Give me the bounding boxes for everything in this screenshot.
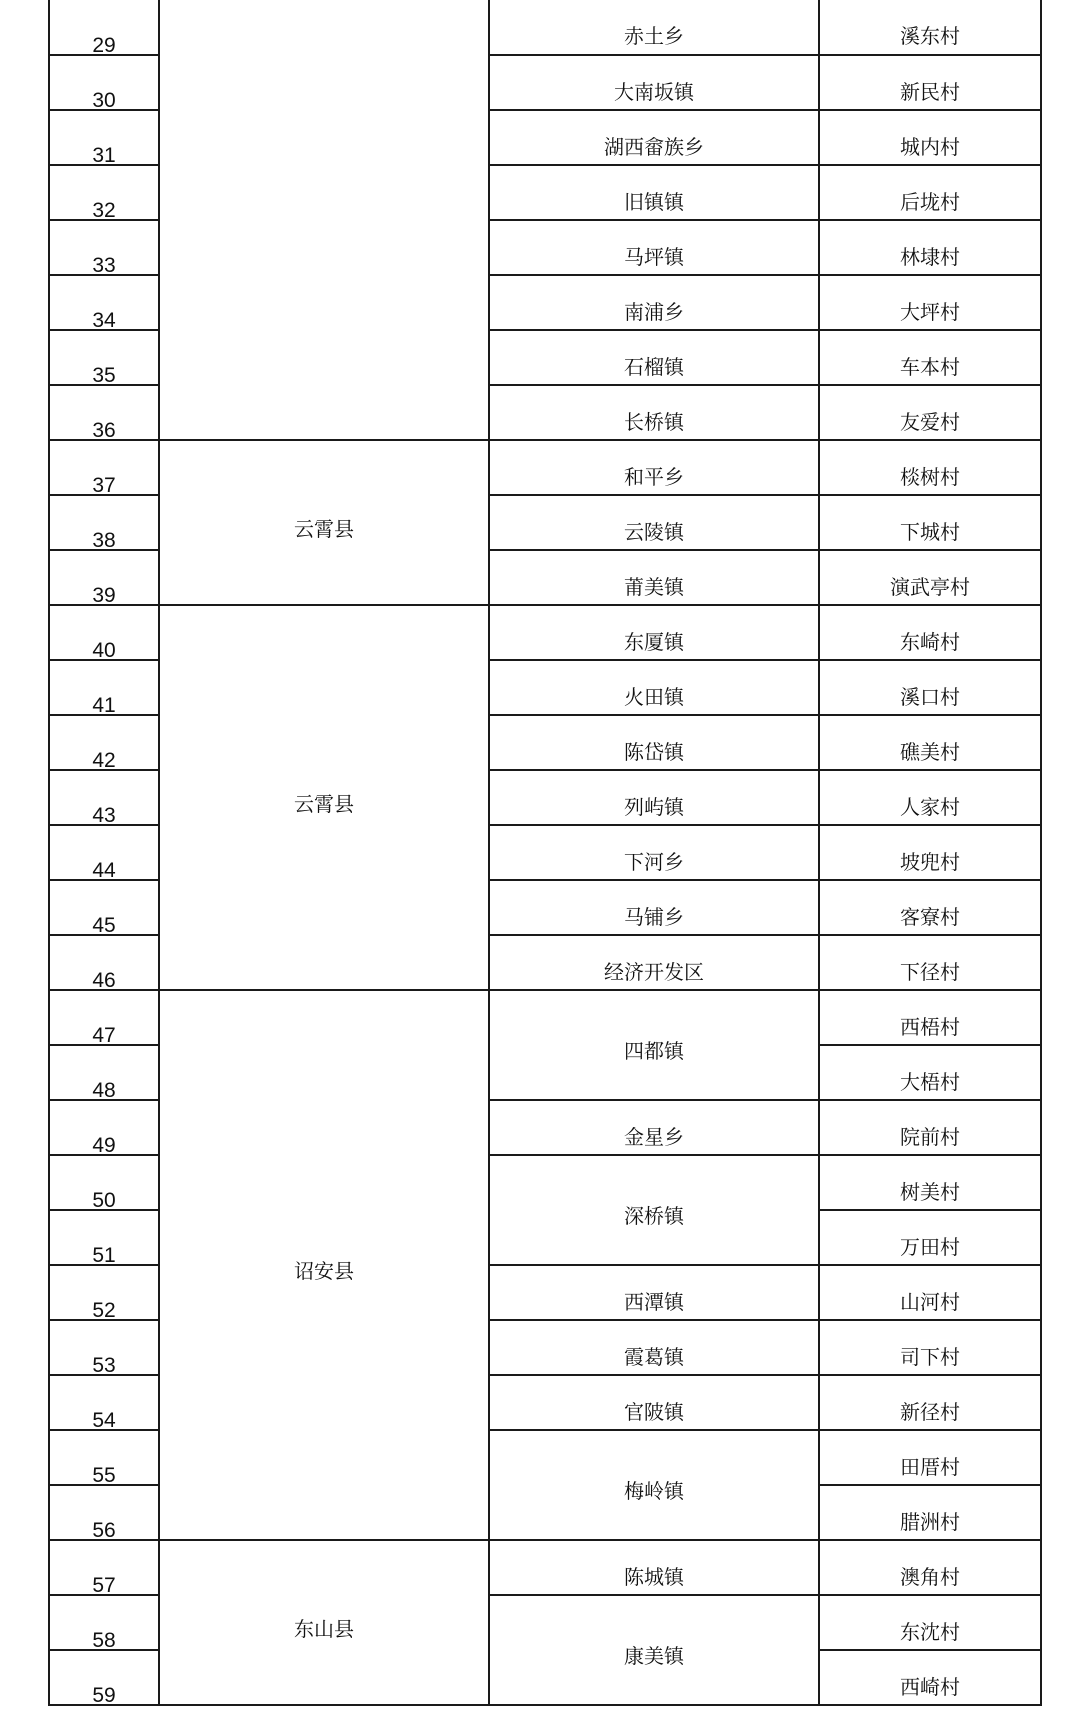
town-cell [489, 495, 819, 550]
town-cell [489, 935, 819, 990]
village-name: 客寮村 [900, 904, 960, 929]
village-name: 大梧村 [900, 1069, 960, 1094]
row-number: 48 [92, 1079, 116, 1100]
row-number: 44 [92, 859, 116, 880]
town-cell [489, 1375, 819, 1430]
row-number: 38 [92, 529, 116, 550]
table-row [49, 440, 1041, 495]
village-name: 司下村 [900, 1344, 960, 1369]
village-cell [819, 1100, 1041, 1155]
village-cell [819, 880, 1041, 935]
row-number-cell [49, 770, 159, 825]
row-number-cell [49, 55, 159, 110]
row-number: 56 [92, 1519, 116, 1540]
town-cell [489, 880, 819, 935]
village-name: 下径村 [900, 959, 960, 984]
town-name: 东厦镇 [624, 629, 684, 654]
village-name: 树美村 [900, 1179, 960, 1204]
roster-table-wrapper [48, 0, 1040, 1706]
row-number-cell [49, 1265, 159, 1320]
table-row [49, 0, 1041, 55]
row-number: 51 [92, 1244, 116, 1265]
town-cell [489, 605, 819, 660]
village-name: 溪口村 [900, 684, 960, 709]
village-name: 澳角村 [900, 1564, 960, 1589]
row-number-cell [49, 330, 159, 385]
town-cell [489, 1100, 819, 1155]
village-cell [819, 165, 1041, 220]
town-cell [489, 990, 819, 1100]
village-name: 新民村 [900, 79, 960, 104]
village-name: 腊洲村 [900, 1509, 960, 1534]
village-cell [819, 605, 1041, 660]
town-cell [489, 1155, 819, 1265]
village-name: 棪树村 [900, 464, 960, 489]
village-name: 山河村 [900, 1289, 960, 1314]
village-name: 坡兜村 [900, 849, 960, 874]
village-cell [819, 55, 1041, 110]
county-cell [159, 1540, 489, 1705]
town-cell [489, 330, 819, 385]
row-number-cell [49, 1485, 159, 1540]
town-name: 长桥镇 [624, 409, 684, 434]
row-number: 42 [92, 749, 116, 770]
table-row [49, 605, 1041, 660]
town-cell [489, 110, 819, 165]
village-name: 林埭村 [900, 244, 960, 269]
town-cell [489, 440, 819, 495]
town-name: 云陵镇 [624, 519, 684, 544]
village-name: 东崎村 [900, 629, 960, 654]
town-cell [489, 770, 819, 825]
town-cell [489, 1595, 819, 1705]
village-roster-table [48, 0, 1042, 1706]
row-number: 39 [92, 584, 116, 605]
row-number: 40 [92, 639, 116, 660]
village-cell [819, 990, 1041, 1045]
village-name: 新径村 [900, 1399, 960, 1424]
village-cell [819, 1320, 1041, 1375]
village-name: 溪东村 [900, 24, 960, 48]
town-cell [489, 55, 819, 110]
village-cell [819, 1650, 1041, 1705]
town-name: 深桥镇 [624, 1204, 684, 1228]
county-name: 云霄县 [294, 516, 354, 541]
county-name: 云霄县 [294, 791, 354, 816]
town-name: 和平乡 [624, 464, 684, 489]
town-name: 南浦乡 [624, 299, 684, 324]
village-cell [819, 1265, 1041, 1320]
town-cell [489, 1320, 819, 1375]
town-name: 湖西畲族乡 [604, 134, 704, 159]
village-name: 西崎村 [900, 1674, 960, 1699]
town-cell [489, 275, 819, 330]
town-name: 下河乡 [624, 849, 684, 874]
county-cell [159, 990, 489, 1540]
town-cell [489, 660, 819, 715]
town-name: 康美镇 [624, 1644, 684, 1668]
town-name: 列屿镇 [624, 794, 684, 819]
row-number-cell [49, 220, 159, 275]
town-cell [489, 715, 819, 770]
row-number: 45 [92, 914, 116, 935]
village-name: 人家村 [900, 794, 960, 819]
row-number-cell [49, 1650, 159, 1705]
row-number-cell [49, 990, 159, 1045]
row-number-cell [49, 385, 159, 440]
row-number-cell [49, 1100, 159, 1155]
row-number-cell [49, 550, 159, 605]
town-name: 金星乡 [624, 1124, 684, 1149]
row-number-cell [49, 440, 159, 495]
village-cell [819, 110, 1041, 165]
row-number-cell [49, 1045, 159, 1100]
village-name: 东沈村 [900, 1619, 960, 1644]
row-number-cell [49, 1540, 159, 1595]
row-number: 37 [92, 474, 116, 495]
village-cell [819, 660, 1041, 715]
town-name: 赤土乡 [624, 24, 684, 48]
row-number-cell [49, 495, 159, 550]
village-cell [819, 0, 1041, 55]
village-cell [819, 715, 1041, 770]
village-cell [819, 330, 1041, 385]
village-name: 下城村 [900, 519, 960, 544]
village-name: 城内村 [900, 134, 960, 159]
village-cell [819, 1540, 1041, 1595]
town-cell [489, 165, 819, 220]
town-name: 马铺乡 [624, 904, 684, 929]
row-number: 52 [92, 1299, 116, 1320]
row-number: 50 [92, 1189, 116, 1210]
village-cell [819, 1595, 1041, 1650]
row-number: 43 [92, 804, 116, 825]
village-cell [819, 275, 1041, 330]
village-cell [819, 440, 1041, 495]
village-name: 演武亭村 [890, 574, 970, 599]
row-number-cell [49, 1595, 159, 1650]
village-cell [819, 495, 1041, 550]
town-name: 霞葛镇 [624, 1344, 684, 1369]
village-cell [819, 1210, 1041, 1265]
village-name: 后垅村 [900, 189, 960, 214]
town-name: 官陂镇 [624, 1399, 684, 1424]
row-number: 49 [92, 1134, 116, 1155]
village-cell [819, 770, 1041, 825]
town-name: 马坪镇 [624, 244, 684, 269]
county-cell [159, 0, 489, 440]
row-number-cell [49, 1155, 159, 1210]
town-cell [489, 385, 819, 440]
row-number: 57 [92, 1574, 116, 1595]
row-number: 47 [92, 1024, 116, 1045]
row-number: 36 [92, 419, 116, 440]
row-number: 34 [92, 309, 116, 330]
town-cell [489, 0, 819, 55]
village-cell [819, 385, 1041, 440]
town-cell [489, 1540, 819, 1595]
row-number: 30 [92, 89, 116, 110]
village-cell [819, 1045, 1041, 1100]
town-name: 经济开发区 [604, 959, 704, 984]
row-number-cell [49, 660, 159, 715]
row-number-cell [49, 110, 159, 165]
village-name: 田厝村 [900, 1454, 960, 1479]
row-number: 59 [92, 1684, 116, 1705]
village-cell [819, 935, 1041, 990]
row-number: 58 [92, 1629, 116, 1650]
town-name: 西潭镇 [624, 1289, 684, 1314]
village-cell [819, 550, 1041, 605]
town-cell [489, 220, 819, 275]
village-cell [819, 1430, 1041, 1485]
row-number-cell [49, 935, 159, 990]
row-number: 54 [92, 1409, 116, 1430]
town-name: 大南坂镇 [614, 79, 694, 104]
town-name: 火田镇 [624, 684, 684, 709]
row-number-cell [49, 1375, 159, 1430]
row-number: 53 [92, 1354, 116, 1375]
row-number-cell [49, 715, 159, 770]
town-name: 四都镇 [624, 1039, 684, 1063]
town-name: 旧镇镇 [624, 189, 684, 214]
row-number-cell [49, 1210, 159, 1265]
village-name: 礁美村 [900, 739, 960, 764]
village-cell [819, 825, 1041, 880]
row-number-cell [49, 825, 159, 880]
row-number: 32 [92, 199, 116, 220]
row-number-cell [49, 275, 159, 330]
town-cell [489, 1265, 819, 1320]
village-name: 万田村 [900, 1234, 960, 1259]
village-name: 西梧村 [900, 1014, 960, 1039]
row-number: 29 [92, 34, 116, 55]
row-number: 33 [92, 254, 116, 275]
county-name: 东山县 [294, 1616, 354, 1641]
row-number: 35 [92, 364, 116, 385]
county-name: 诏安县 [294, 1259, 354, 1283]
row-number-cell [49, 1320, 159, 1375]
table-row [49, 990, 1041, 1045]
row-number-cell [49, 880, 159, 935]
village-name: 大坪村 [900, 299, 960, 324]
row-number: 41 [92, 694, 116, 715]
row-number: 31 [92, 144, 116, 165]
town-cell [489, 825, 819, 880]
row-number-cell [49, 165, 159, 220]
row-number: 46 [92, 969, 116, 990]
town-cell [489, 1430, 819, 1540]
row-number: 55 [92, 1464, 116, 1485]
town-name: 莆美镇 [624, 574, 684, 599]
village-name: 友爱村 [900, 409, 960, 434]
village-cell [819, 220, 1041, 275]
county-cell [159, 605, 489, 990]
row-number-cell [49, 605, 159, 660]
row-number-cell [49, 1430, 159, 1485]
town-cell [489, 550, 819, 605]
table-row [49, 1540, 1041, 1595]
town-name: 陈城镇 [624, 1564, 684, 1589]
county-cell [159, 440, 489, 605]
village-name: 车本村 [900, 354, 960, 379]
town-name: 石榴镇 [624, 354, 684, 379]
town-name: 梅岭镇 [624, 1479, 684, 1503]
town-name: 陈岱镇 [624, 739, 684, 764]
village-cell [819, 1485, 1041, 1540]
village-cell [819, 1375, 1041, 1430]
village-cell [819, 1155, 1041, 1210]
village-name: 院前村 [900, 1124, 960, 1149]
row-number-cell [49, 0, 159, 55]
